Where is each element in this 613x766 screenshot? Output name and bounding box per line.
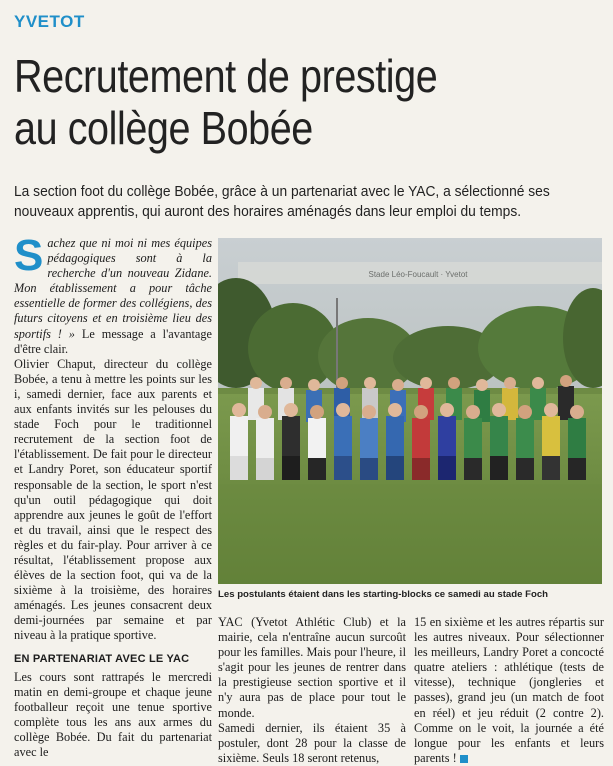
article-column-middle — [218, 615, 406, 766]
paragraph-2: Les cours sont rattrapés le mercredi matin en demi-groupe et chaque jeune footballeur reçoit une tenue sportive complète tous les ans aux armes du collège Bobée. Du fait du partenariat avec le — [14, 669, 212, 760]
headline-line-1: Recrutement de prestige — [14, 50, 438, 102]
stadium-banner-text: Stade Léo-Foucault · Yvetot — [368, 270, 468, 279]
paragraph-4: Samedi dernier, ils étaient 35 à postuler, dont 28 pour la classe de sixième. Seuls 18 seront retenus, — [218, 720, 406, 765]
article-column-left — [14, 231, 213, 760]
section-label: YVETOT — [14, 12, 85, 31]
opening-quote: achez que ni moi ni mes équipes pédagogiques sont à la recherche d'un nouveau Zidane. Mon établissement a pour tâche essentielle de former des collégiens, des futurs citoyens et en troisième lieu des sportifs ! » — [14, 236, 212, 341]
subheading: EN PARTENARIAT AVEC LE YAC — [14, 652, 190, 665]
photo-caption: Les postulants étaient dans les starting-blocks ce samedi au stade Foch — [218, 589, 549, 600]
quote-followup: Le message a l'avantage d'être clair. — [14, 326, 213, 356]
headline-line-2: au collège Bobée — [14, 102, 313, 154]
team-photo — [218, 238, 602, 584]
team-photo-illustration — [218, 238, 602, 584]
standfirst: La section foot du collège Bobée, grâce à un partenariat avec le YAC, a sélectionné ses nouveaux apprentis, qui auront des horaires aménagés dans leur emploi du temps. — [14, 183, 550, 220]
article-column-right — [414, 615, 604, 766]
headline — [14, 50, 521, 154]
paragraph-5: 15 en sixième et les autres répartis sur les autres niveaux. Pour sélectionner les meilleurs, Landry Poret a concocté quatre ateliers : athlétique (tests de vitesse), technique (jongleries et passes), grand jeu (un match de foot en réel) et jeu réduit (2 contre 2). Comme on le voit, la journée a été longue pour les enfants et leurs parents ! — [414, 615, 604, 765]
paragraph-3: YAC (Yvetot Athlétic Club) et la mairie, cela n'entraîne aucun surcoût pour les familles. Mais pour l'heure, il s'agit pour les jeunes de rentrer dans la prestigieuse section sportive et il n'y aura pas de place pour tout le monde. — [218, 615, 406, 720]
drop-cap: S — [14, 231, 44, 280]
end-of-article-icon — [460, 755, 468, 763]
paragraph-1: Olivier Chaput, directeur du collège Bobée, a tenu à mettre les points sur les i, samedi dernier, face aux parents et aux enfants invités sur les pelouses du stade Foch pour le traditionnel recrutement de la section foot de l'établissement. De fait pour le directeur et Landry Poret, son éducateur sportif responsable de la section, le sport n'est qu'un outil pédagogique qui doit apprendre aux jeunes le goût de l'effort et du travail, ainsi que le respect des règles et du fair-play. Pour arriver à ce résultat, l'établissement propose aux élèves de la section foot, qui va de la sixième à la troisième, des horaires aménagés. Les jeunes consacrent deux demi-journées par semaine et par niveau à la pratique sportive. — [14, 356, 212, 643]
